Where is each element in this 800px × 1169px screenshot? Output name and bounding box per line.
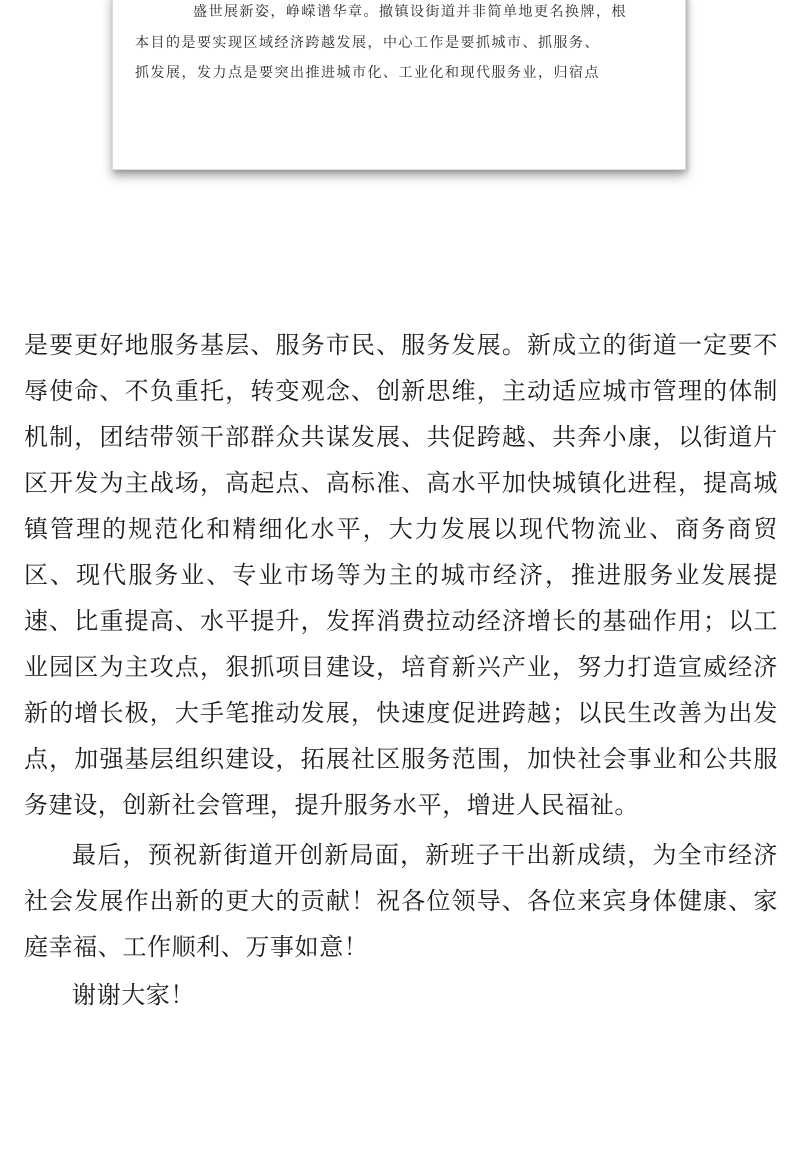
body-line: 新的增长极，大手笔推动发展，快速度促进跨越；以民生改善为出发 — [24, 699, 778, 727]
closing-line: 谢谢大家！ — [72, 981, 195, 1009]
body-line: 点，加强基层组织建设，拓展社区服务范围，加快社会事业和公共服 — [24, 745, 778, 773]
body-line: 辱使命、不负重托，转变观念、创新思维，主动适应城市管理的体制 — [24, 377, 778, 405]
body-line: 最后，预祝新街道开创新局面，新班子干出新成绩，为全市经济 — [72, 841, 778, 869]
body-line: 业园区为主攻点，狠抓项目建设，培育新兴产业，努力打造宣威经济 — [24, 653, 778, 681]
body-line: 务建设，创新社会管理，提升服务水平，增进人民福祉。 — [24, 791, 639, 819]
card-text-line: 抓发展，发力点是要突出推进城市化、工业化和现代服务业，归宿点 — [135, 65, 600, 81]
card-text-line: 本目的是要实现区域经济跨越发展，中心工作是要抓城市、抓服务、 — [135, 35, 600, 51]
body-line: 速、比重提高、水平提升，发挥消费拉动经济增长的基础作用；以工 — [24, 607, 778, 635]
body-line: 区、现代服务业、专业市场等为主的城市经济，推进服务业发展提 — [24, 561, 778, 589]
body-line: 是要更好地服务基层、服务市民、服务发展。新成立的街道一定要不 — [24, 331, 778, 359]
body-line: 机制，团结带领干部群众共谋发展、共促跨越、共奔小康，以街道片 — [24, 423, 778, 451]
card-text-line: 盛世展新姿，峥嵘谱华章。撤镇设街道并非简单地更名换牌，根 — [193, 4, 627, 20]
body-line: 庭幸福、工作顺利、万事如意！ — [24, 933, 369, 961]
body-line: 社会发展作出新的更大的贡献！祝各位领导、各位来宾身体健康、家 — [24, 887, 778, 915]
body-line: 镇管理的规范化和精细化水平，大力发展以现代物流业、商务商贸 — [24, 515, 778, 543]
body-line: 区开发为主战场，高起点、高标准、高水平加快城镇化进程，提高城 — [24, 469, 778, 497]
document-page-preview — [112, 0, 686, 170]
